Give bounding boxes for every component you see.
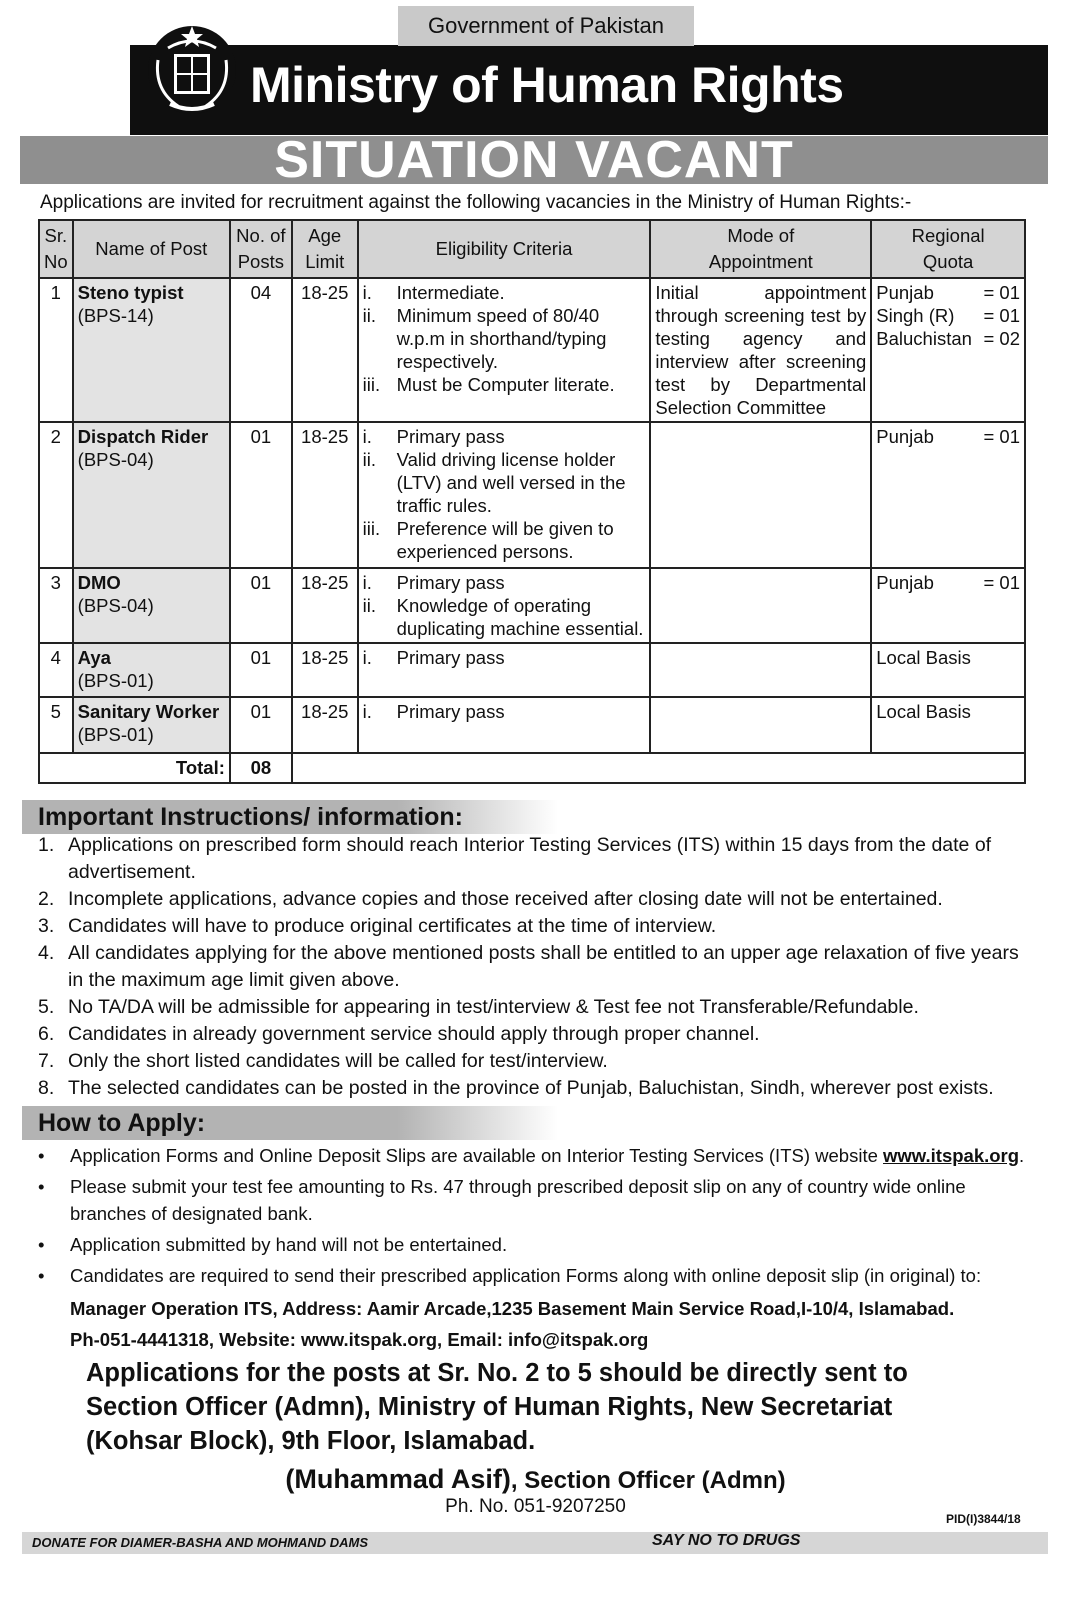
header-criteria: Eligibility Criteria <box>358 220 651 278</box>
list-item: 3. Candidates will have to produce original certificates at the time of interview. <box>38 915 717 937</box>
quota-line: Punjab = 01 <box>876 426 1020 447</box>
row-quota <box>871 697 1025 753</box>
row-posts: 01 <box>230 568 292 643</box>
row-mode <box>650 643 871 697</box>
row-post <box>73 278 230 422</box>
post-name: Aya <box>77 647 111 668</box>
row-sr: 3 <box>39 568 73 643</box>
signatory-designation: , Section Officer (Admn) <box>510 1467 786 1494</box>
government-label: Government of Pakistan <box>398 6 694 46</box>
row-criteria <box>358 422 651 568</box>
row-posts: 04 <box>230 278 292 422</box>
list-item: 4. All candidates applying for the above mentioned posts shall be entitled to an upper age relaxation of five years in the maximum age limit given above. <box>38 942 1019 991</box>
header-mode: Mode of Appointment <box>650 220 871 278</box>
row-posts: 01 <box>230 643 292 697</box>
header-quota: Regional Quota <box>871 220 1025 278</box>
quota-line: Baluchistan = 02 <box>876 328 1020 349</box>
table-row <box>39 697 1025 753</box>
criteria-item: iii. Preference will be given to experienced persons. <box>362 518 614 562</box>
row-mode: Initial appointment through screening test by testing agency and interview after screening test by Departmental Selection Committee <box>650 278 871 422</box>
footer-dams-slogan: DONATE FOR DIAMER-BASHA AND MOHMAND DAMS <box>32 1535 369 1550</box>
row-sr: 4 <box>39 643 73 697</box>
total-row <box>39 753 1025 783</box>
post-bps: (BPS-04) <box>77 595 154 616</box>
criteria-item: i. Primary pass <box>362 647 505 668</box>
website-link[interactable]: www.itspak.org <box>883 1145 1020 1166</box>
row-posts: 01 <box>230 697 292 753</box>
row-posts: 01 <box>230 422 292 568</box>
row-sr: 5 <box>39 697 73 753</box>
list-item: • Application submitted by hand will not be entertained. <box>38 1231 1028 1258</box>
list-item: 6. Candidates in already government service should apply through proper channel. <box>38 1023 760 1045</box>
pid-number: PID(I)3844/18 <box>946 1512 1021 1526</box>
quota-line: Punjab = 01 <box>876 282 1020 303</box>
state-emblem-icon <box>146 20 238 120</box>
ministry-title: Ministry of Human Rights <box>250 57 844 113</box>
row-criteria <box>358 278 651 422</box>
row-quota <box>871 568 1025 643</box>
table-row <box>39 422 1025 568</box>
quota-line: Singh (R) = 01 <box>876 305 1020 326</box>
row-quota <box>871 278 1025 422</box>
criteria-item: i. Primary pass <box>362 572 505 593</box>
signatory-phone: Ph. No. 051-9207250 <box>445 1496 626 1517</box>
post-bps: (BPS-14) <box>77 305 154 326</box>
instructions-list <box>38 832 1028 1102</box>
post-bps: (BPS-04) <box>77 449 154 470</box>
total-value: 08 <box>230 753 292 783</box>
row-post <box>73 697 230 753</box>
direct-submission-notice: Applications for the posts at Sr. No. 2 to 5 should be directly sent to Section Officer (Admn), Ministry of Human Rights, New Secretariat (Kohsar Block), 9th Floor, Islamabad. <box>86 1359 908 1455</box>
header-sr: Sr. No <box>39 220 73 278</box>
row-mode <box>650 422 871 568</box>
post-name: Steno typist <box>77 282 184 303</box>
row-criteria <box>358 643 651 697</box>
row-mode <box>650 568 871 643</box>
header-post: Name of Post <box>73 220 230 278</box>
bullet-icon: • <box>38 1176 45 1197</box>
criteria-item: iii. Must be Computer literate. <box>362 374 615 395</box>
criteria-item: ii. Valid driving license holder (LTV) and well versed in the traffic rules. <box>362 449 626 516</box>
row-sr: 2 <box>39 422 73 568</box>
row-post <box>73 568 230 643</box>
apply-list <box>38 1142 1028 1293</box>
criteria-item: ii. Knowledge of operating duplicating machine essential. <box>362 595 644 639</box>
address-line: Manager Operation ITS, Address: Aamir Arcade,1235 Basement Main Service Road,I-10/4, Islamabad. <box>70 1298 955 1319</box>
list-item: • Please submit your test fee amounting to Rs. 47 through prescribed deposit slip on any of country wide online branches of designated bank. <box>38 1173 1028 1227</box>
quota-line: Punjab = 01 <box>876 572 1020 593</box>
post-name: Sanitary Worker <box>77 701 220 722</box>
quota-line: Local Basis <box>876 647 971 668</box>
row-age: 18-25 <box>292 697 358 753</box>
row-age: 18-25 <box>292 643 358 697</box>
row-quota <box>871 643 1025 697</box>
post-bps: (BPS-01) <box>77 670 154 691</box>
how-to-apply-heading: How to Apply: <box>22 1106 558 1140</box>
list-item: • Candidates are required to send their prescribed application Forms along with online deposit slip (in original) to: <box>38 1262 1028 1289</box>
bullet-icon: • <box>38 1234 45 1255</box>
list-item: 2. Incomplete applications, advance copies and those received after closing date will not be entertained. <box>38 888 943 910</box>
table-row <box>39 643 1025 697</box>
post-bps: (BPS-01) <box>77 724 154 745</box>
criteria-item: i. Primary pass <box>362 701 505 722</box>
list-item: • Application Forms and Online Deposit Slips are available on Interior Testing Services (ITS) website www.itspak.org. <box>38 1142 1028 1169</box>
signature <box>0 1464 1071 1495</box>
header-posts: No. of Posts <box>230 220 292 278</box>
list-item: 7. Only the short listed candidates will be called for test/interview. <box>38 1050 608 1072</box>
footer-drugs-slogan: SAY NO TO DRUGS <box>652 1532 801 1549</box>
table-header-row <box>39 220 1025 278</box>
situation-title: SITUATION VACANT <box>274 131 794 189</box>
row-sr: 1 <box>39 278 73 422</box>
list-item: 5. No TA/DA will be admissible for appearing in test/interview & Test fee not Transferable/Refundable. <box>38 996 919 1018</box>
row-age: 18-25 <box>292 278 358 422</box>
row-quota <box>871 422 1025 568</box>
post-name: Dispatch Rider <box>77 426 209 447</box>
row-criteria <box>358 697 651 753</box>
bullet-icon: • <box>38 1265 45 1286</box>
contact-line: Ph-051-4441318, Website: www.itspak.org, Email: info@itspak.org <box>70 1329 649 1350</box>
row-age: 18-25 <box>292 568 358 643</box>
instructions-heading: Important Instructions/ information: <box>22 800 558 834</box>
vacancy-table <box>38 219 1026 784</box>
row-post <box>73 422 230 568</box>
row-post <box>73 643 230 697</box>
intro-text: Applications are invited for recruitment against the following vacancies in the Ministry of Human Rights:- <box>40 192 912 213</box>
table-row <box>39 568 1025 643</box>
row-mode <box>650 697 871 753</box>
list-item: 1. Applications on prescribed form should reach Interior Testing Services (ITS) within 15 days from the date of advertisement. <box>38 834 992 883</box>
header-age: Age Limit <box>292 220 358 278</box>
total-label: Total: <box>39 753 230 783</box>
criteria-item: i. Intermediate. <box>362 282 505 303</box>
its-address <box>70 1293 954 1355</box>
signatory-name: (Muhammad Asif) <box>285 1464 511 1494</box>
table-row <box>39 278 1025 422</box>
row-criteria <box>358 568 651 643</box>
criteria-item: i. Primary pass <box>362 426 505 447</box>
post-name: DMO <box>77 572 121 593</box>
list-item: 8. The selected candidates can be posted in the province of Punjab, Baluchistan, Sindh, wherever post exists. <box>38 1077 994 1099</box>
criteria-item: ii. Minimum speed of 80/40 w.p.m in shorthand/typing respectively. <box>362 305 607 372</box>
bullet-icon: • <box>38 1145 45 1166</box>
total-blank <box>292 753 1025 783</box>
row-age: 18-25 <box>292 422 358 568</box>
quota-line: Local Basis <box>876 701 971 722</box>
